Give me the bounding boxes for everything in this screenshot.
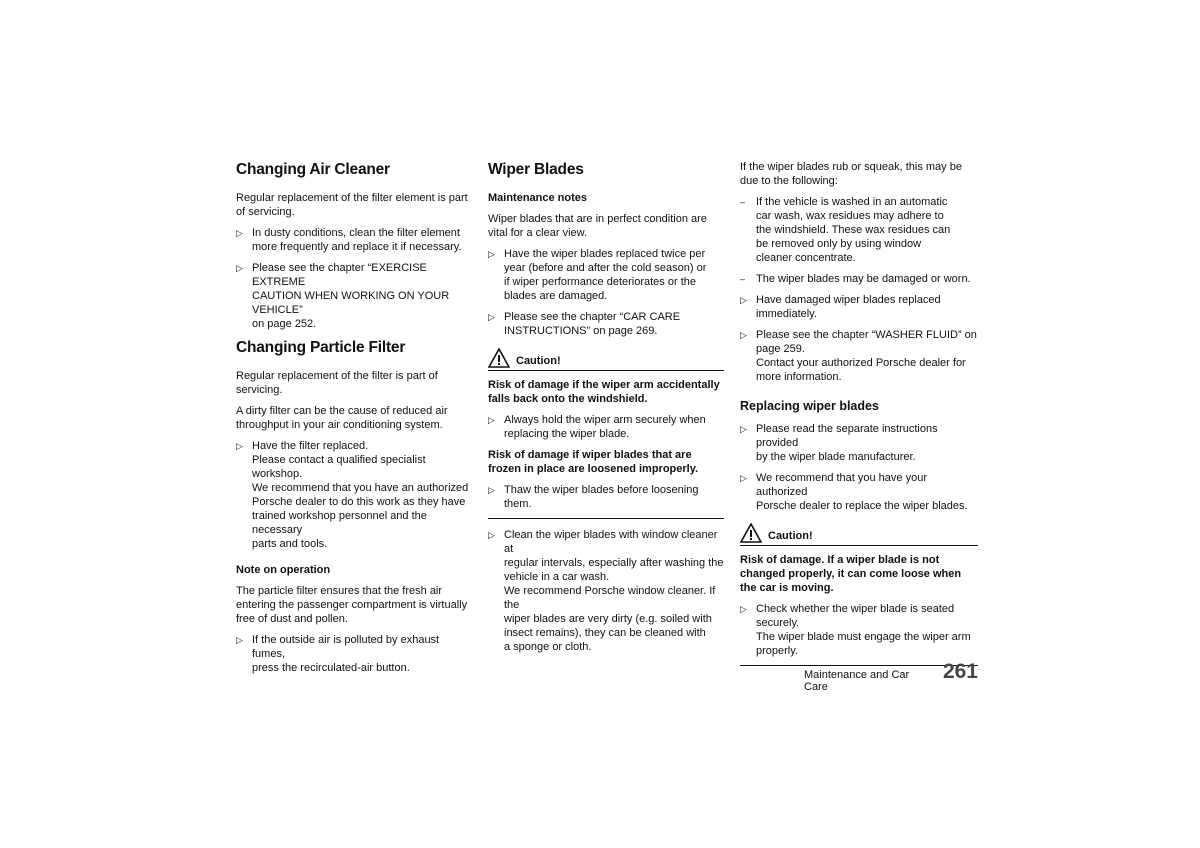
triangle-bullet-icon: ▷ (488, 249, 495, 259)
triangle-bullet-icon: ▷ (740, 330, 747, 340)
caution-label: Caution! (768, 530, 813, 542)
list-item: ▷ Check whether the wiper blade is seated securely. The wiper blade must engage the wiper arm properly. (740, 603, 971, 657)
column-middle (488, 160, 724, 661)
page-number: 261 (942, 660, 978, 683)
list-item: ▷ Have the wiper blades replaced twice per year (before and after the cold season) or if wiper performance deteriorates or the blades are damaged. (488, 248, 707, 302)
list-item: – The wiper blades may be damaged or worn. (740, 273, 971, 285)
triangle-bullet-icon: ▷ (488, 312, 495, 322)
caution-box (740, 523, 978, 546)
squeak-intro: If the wiper blades rub or squeak, this may be due to the following: (740, 161, 962, 187)
list-item: ▷ Have the filter replaced. Please contact a qualified specialist workshop. We recommend that you have an authorized Porsche dealer to do this work as they have trained workshop personnel and the necessary parts and tools. (236, 440, 469, 550)
maintenance-notes-text: Wiper blades that are in perfect condition are vital for a clear view. (488, 213, 707, 239)
warning-icon (488, 348, 510, 368)
triangle-bullet-icon: ▷ (236, 263, 243, 273)
caution-end-divider (488, 518, 724, 519)
column-left (236, 160, 472, 682)
risk-warning: Risk of damage. If a wiper blade is not changed properly, it can come loose when the car is moving. (740, 554, 962, 594)
particle-filter-dirty: A dirty filter can be the cause of reduced air throughput in your air conditioning system. (236, 405, 448, 431)
risk-warning: Risk of damage if wiper blades that are frozen in place are loosened improperly. (488, 449, 699, 475)
triangle-bullet-icon: ▷ (740, 473, 747, 483)
triangle-bullet-icon: ▷ (740, 424, 747, 434)
particle-filter-intro: Regular replacement of the filter is part of servicing. (236, 370, 438, 396)
triangle-bullet-icon: ▷ (740, 295, 747, 305)
triangle-bullet-icon: ▷ (740, 604, 747, 614)
list-item: ▷ We recommend that you have your authorized Porsche dealer to replace the wiper blades. (740, 472, 968, 512)
list-item: – If the vehicle is washed in an automatic car wash, wax residues may adhere to the windshield. These wax residues can be removed only by using window cleaner concentrate. (740, 196, 951, 264)
list-item: ▷ Please see the chapter “WASHER FLUID” on page 259. Contact your authorized Porsche dealer for more information. (740, 329, 977, 383)
list-item: ▷ If the outside air is polluted by exhaust fumes, press the recirculated-air button. (236, 634, 440, 674)
triangle-bullet-icon: ▷ (488, 485, 495, 495)
list-item: ▷ Always hold the wiper arm securely when replacing the wiper blade. (488, 414, 706, 440)
air-cleaner-intro: Regular replacement of the filter element is part of servicing. (236, 192, 468, 218)
section-title-particle-filter: Changing Particle Filter (236, 339, 406, 356)
footer-section-title: Maintenance and Car Care (804, 669, 910, 693)
subheading-note-on-operation: Note on operation (236, 564, 331, 576)
triangle-bullet-icon: ▷ (236, 441, 243, 451)
triangle-bullet-icon: ▷ (236, 635, 243, 645)
column-right (740, 160, 978, 666)
list-item: ▷ Thaw the wiper blades before loosening them. (488, 484, 699, 510)
list-item: ▷ Please see the chapter “EXERCISE EXTREME CAUTION WHEN WORKING ON YOUR VEHICLE” on page 252. (236, 262, 450, 330)
subheading-replacing-wiper-blades: Replacing wiper blades (740, 399, 879, 413)
list-item: ▷ In dusty conditions, clean the filter element more frequently and replace it if necessary. (236, 227, 462, 253)
risk-warning: Risk of damage if the wiper arm accidentally falls back onto the windshield. (488, 379, 720, 405)
subheading-maintenance-notes: Maintenance notes (488, 192, 588, 204)
warning-icon (740, 523, 762, 543)
dash-bullet-icon: – (740, 197, 746, 207)
dash-bullet-icon: – (740, 274, 746, 284)
caution-box (488, 348, 724, 371)
page-footer (804, 660, 978, 693)
list-item: ▷ Please see the chapter “CAR CARE INSTRUCTIONS” on page 269. (488, 311, 681, 337)
section-title-air-cleaner: Changing Air Cleaner (236, 161, 390, 178)
section-title-wiper-blades: Wiper Blades (488, 161, 584, 178)
note-on-operation-text: The particle filter ensures that the fresh air entering the passenger compartment is virtually free of dust and pollen. (236, 585, 468, 625)
triangle-bullet-icon: ▷ (488, 530, 495, 540)
caution-label: Caution! (516, 355, 561, 367)
list-item: ▷ Have damaged wiper blades replaced immediately. (740, 294, 941, 320)
list-item: ▷ Clean the wiper blades with window cleaner at regular intervals, especially after washing the vehicle in a car wash. We recommend Porsche window cleaner. If the wiper blades are very dirty (e.g. soiled with insect remains), they can be cleaned with a sponge or cloth. (488, 529, 724, 653)
triangle-bullet-icon: ▷ (488, 415, 495, 425)
triangle-bullet-icon: ▷ (236, 228, 243, 238)
list-item: ▷ Please read the separate instructions provided by the wiper blade manufacturer. (740, 423, 938, 463)
